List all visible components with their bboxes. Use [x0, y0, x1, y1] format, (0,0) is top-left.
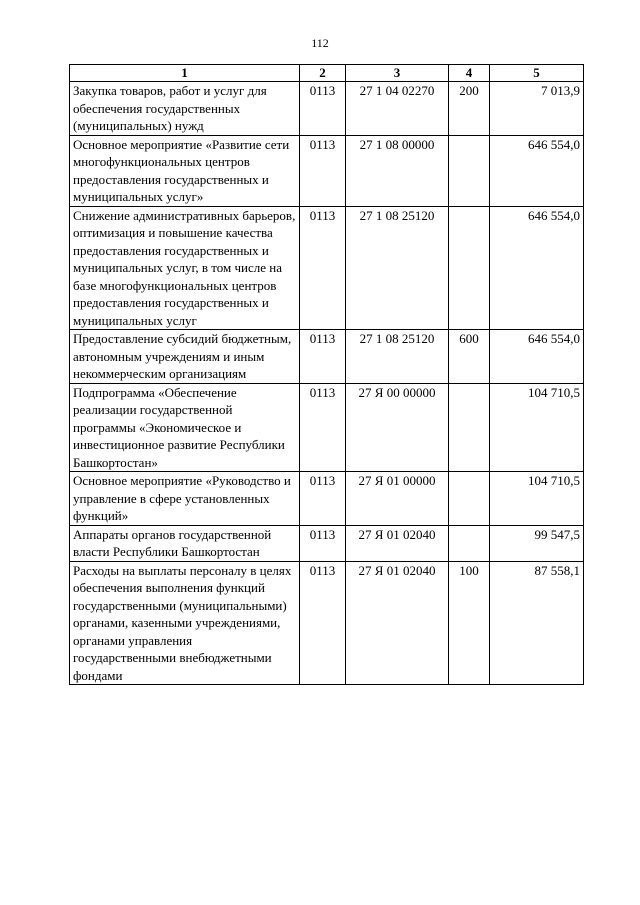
- row-amount-cell: 7 013,9: [490, 82, 584, 136]
- row-article-cell: 27 Я 01 02040: [346, 561, 449, 685]
- row-section-cell: 0113: [300, 206, 346, 330]
- table-row: [70, 135, 584, 206]
- row-amount-cell: 646 554,0: [490, 206, 584, 330]
- row-section-cell: 0113: [300, 472, 346, 526]
- table-row: [70, 472, 584, 526]
- row-section-cell: 0113: [300, 561, 346, 685]
- row-article-cell: 27 1 08 25120: [346, 206, 449, 330]
- row-article-cell: 27 Я 01 02040: [346, 525, 449, 561]
- row-expense-type-cell: [449, 206, 490, 330]
- row-expense-type-cell: 100: [449, 561, 490, 685]
- row-amount-cell: 646 554,0: [490, 330, 584, 384]
- row-name-cell: Подпрограмма «Обеспечение реализации государственной программы «Экономическое и инвестиционное развитие Республики Башкортостан»: [70, 383, 300, 472]
- row-amount-cell: 104 710,5: [490, 383, 584, 472]
- row-amount-cell: 646 554,0: [490, 135, 584, 206]
- table-row: [70, 330, 584, 384]
- table-row: [70, 561, 584, 685]
- table-row: [70, 525, 584, 561]
- table-header-row: [70, 65, 584, 82]
- row-name-cell: Снижение административных барьеров, оптимизация и повышение качества предоставления государственных и муниципальных услуг, в том числе на базе многофункциональных центров предоставления государственных и муниципальных услуг: [70, 206, 300, 330]
- row-article-cell: 27 1 08 00000: [346, 135, 449, 206]
- row-section-cell: 0113: [300, 82, 346, 136]
- row-article-cell: 27 1 08 25120: [346, 330, 449, 384]
- row-article-cell: 27 Я 01 00000: [346, 472, 449, 526]
- row-name-cell: Предоставление субсидий бюджетным, автономным учреждениям и иным некоммерческим организациям: [70, 330, 300, 384]
- table-row: [70, 82, 584, 136]
- row-name-cell: Аппараты органов государственной власти Республики Башкортостан: [70, 525, 300, 561]
- header-col-4: 4: [449, 65, 490, 82]
- row-section-cell: 0113: [300, 330, 346, 384]
- header-col-2: 2: [300, 65, 346, 82]
- row-amount-cell: 87 558,1: [490, 561, 584, 685]
- row-article-cell: 27 1 04 02270: [346, 82, 449, 136]
- row-expense-type-cell: [449, 383, 490, 472]
- row-name-cell: Закупка товаров, работ и услуг для обеспечения государственных (муниципальных) нужд: [70, 82, 300, 136]
- row-expense-type-cell: 600: [449, 330, 490, 384]
- header-col-1: 1: [70, 65, 300, 82]
- row-section-cell: 0113: [300, 525, 346, 561]
- row-expense-type-cell: [449, 525, 490, 561]
- row-name-cell: Основное мероприятие «Руководство и управление в сфере установленных функций»: [70, 472, 300, 526]
- budget-table: [69, 64, 584, 685]
- row-name-cell: Основное мероприятие «Развитие сети многофункциональных центров предоставления государственных и муниципальных услуг»: [70, 135, 300, 206]
- row-section-cell: 0113: [300, 383, 346, 472]
- header-col-5: 5: [490, 65, 584, 82]
- header-col-3: 3: [346, 65, 449, 82]
- page-number: 112: [311, 36, 329, 50]
- row-expense-type-cell: 200: [449, 82, 490, 136]
- row-amount-cell: 99 547,5: [490, 525, 584, 561]
- table-row: [70, 206, 584, 330]
- table-row: [70, 383, 584, 472]
- row-expense-type-cell: [449, 135, 490, 206]
- row-section-cell: 0113: [300, 135, 346, 206]
- row-expense-type-cell: [449, 472, 490, 526]
- row-name-cell: Расходы на выплаты персоналу в целях обеспечения выполнения функций государственными (муниципальными) органами, казенными учреждениями, органами управления государственными внебюджетными фондами: [70, 561, 300, 685]
- row-amount-cell: 104 710,5: [490, 472, 584, 526]
- row-article-cell: 27 Я 00 00000: [346, 383, 449, 472]
